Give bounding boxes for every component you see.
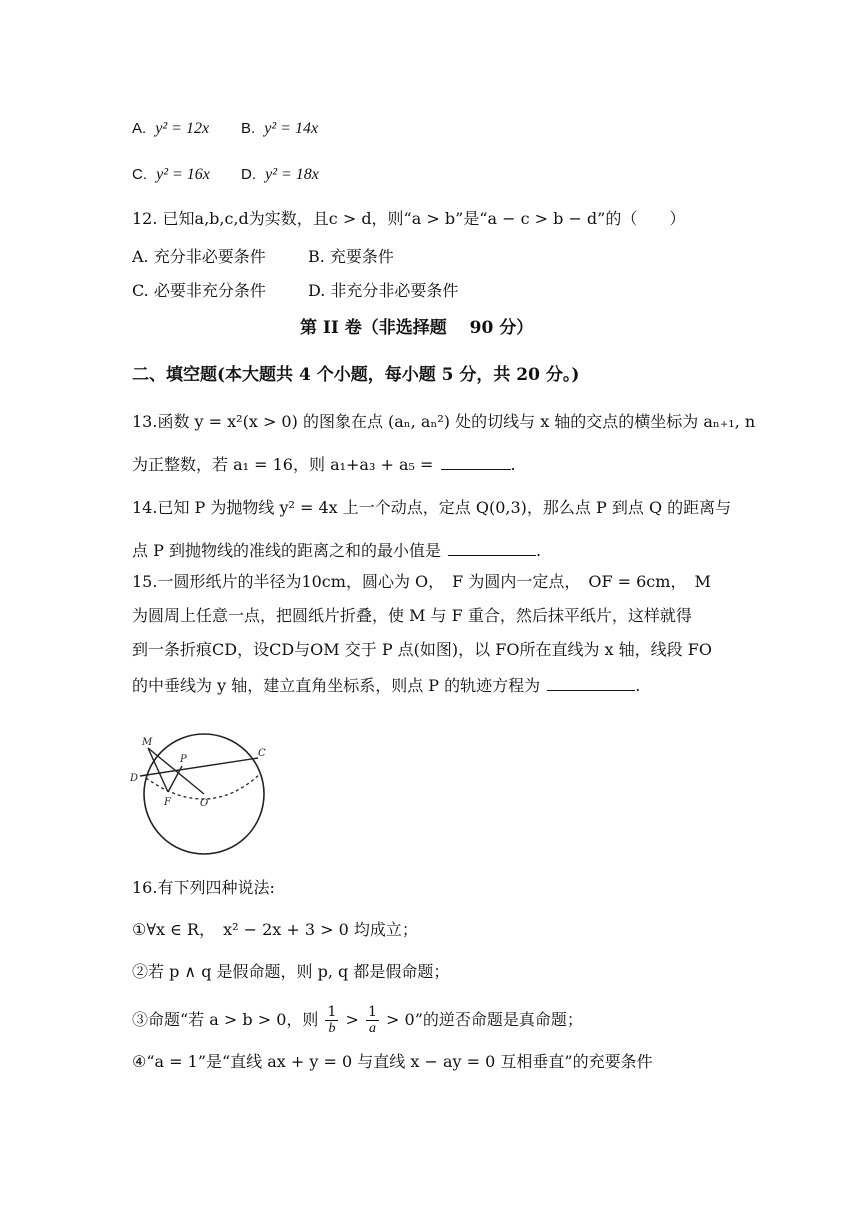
q12-option-d: D. 非充分非必要条件 bbox=[308, 281, 459, 300]
q12-stem: 12. 已知a,b,c,d为实数，且c > d，则“a > b”是“a − c > b − d”的（ ） bbox=[132, 209, 686, 228]
q15-line2: 为圆周上任意一点，把圆纸片折叠，使 M 与 F 重合，然后抹平纸片，这样就得 bbox=[132, 606, 692, 625]
q12-option-b: B. 充要条件 bbox=[308, 247, 394, 266]
fraction-one-over-b bbox=[325, 1005, 338, 1036]
frac-denominator: a bbox=[368, 1021, 376, 1036]
s3-prefix: ③命题“若 a > b > 0，则 bbox=[132, 1010, 319, 1029]
frac-numerator: 1 bbox=[327, 1004, 337, 1020]
label-m: M bbox=[142, 737, 153, 748]
option-text: y² = 16x bbox=[156, 166, 210, 183]
crease-line-cd bbox=[140, 758, 258, 776]
q14-line2-text: 点 P 到抛物线的准线的距离之和的最小值是 bbox=[132, 541, 441, 560]
option-letter: D. bbox=[241, 166, 256, 183]
q11-option-c bbox=[132, 164, 210, 185]
option-letter: C. bbox=[132, 166, 147, 183]
q16-statement-4: ④“a = 1”是“直线 ax + y = 0 与直线 x − ay = 0 互相垂直”的充要条件 bbox=[132, 1052, 653, 1071]
q16-statement-1: ①∀x ∈ R， x² − 2x + 3 > 0 均成立； bbox=[132, 920, 418, 939]
q15-period: . bbox=[635, 676, 641, 695]
label-f: F bbox=[164, 797, 171, 808]
q15-line4 bbox=[132, 674, 640, 696]
label-o: O bbox=[200, 798, 209, 809]
q15-line4-text: 的中垂线为 y 轴，建立直角坐标系，则点 P 的轨迹方程为 bbox=[132, 676, 541, 695]
option-text: y² = 12x bbox=[155, 120, 210, 137]
q14-period: . bbox=[536, 541, 542, 560]
q11-option-a bbox=[132, 118, 209, 139]
frac-denominator: b bbox=[328, 1021, 336, 1036]
s3-gt: > bbox=[345, 1010, 359, 1029]
q13-line2 bbox=[132, 453, 516, 475]
q13-line1: 13.函数 y = x²(x > 0) 的图象在点 (aₙ, aₙ²) 处的切线与 x 轴的交点的横坐标为 aₙ₊₁, n bbox=[132, 412, 756, 431]
q15-answer-blank[interactable] bbox=[547, 674, 635, 691]
q13-line2-text: 为正整数，若 a₁ = 16，则 a₁+a₃ + a₅ = bbox=[132, 455, 434, 474]
q16-stem: 16.有下列四种说法: bbox=[132, 878, 275, 897]
q11-option-d bbox=[241, 164, 319, 185]
q15-line3: 到一条折痕CD，设CD与OM 交于 P 点(如图)，以 FO所在直线为 x 轴，线段 FO bbox=[132, 640, 712, 659]
q14-line1: 14.已知 P 为抛物线 y² = 4x 上一个动点，定点 Q(0,3)，那么点 P 到点 Q 的距离与 bbox=[132, 498, 732, 517]
s3-suffix: > 0”的逆否命题是真命题； bbox=[386, 1010, 583, 1029]
dashed-arc bbox=[146, 774, 260, 799]
label-d: D bbox=[130, 773, 139, 784]
segment-mo bbox=[148, 748, 204, 794]
q11-option-b bbox=[241, 118, 318, 139]
fraction-one-over-a bbox=[366, 1005, 379, 1036]
q14-line2 bbox=[132, 539, 541, 561]
q12-option-a: A. 充分非必要条件 bbox=[132, 247, 266, 266]
q16-statement-3 bbox=[132, 1003, 583, 1037]
section2-heading: 二、填空题(本大题共 4 个小题，每小题 5 分，共 20 分。) bbox=[132, 365, 580, 385]
q12-option-c: C. 必要非充分条件 bbox=[132, 281, 266, 300]
part2-title: 第 II 卷（非选择题 90 分） bbox=[300, 318, 534, 338]
q15-line1: 15.一圆形纸片的半径为10cm，圆心为 O， F 为圆内一定点， OF = 6cm， M bbox=[132, 572, 711, 591]
option-text: y² = 14x bbox=[264, 120, 319, 137]
q16-statement-2: ②若 p ∧ q 是假命题，则 p, q 都是假命题； bbox=[132, 962, 450, 981]
option-text: y² = 18x bbox=[265, 166, 319, 183]
q14-answer-blank[interactable] bbox=[448, 539, 536, 556]
frac-numerator: 1 bbox=[368, 1004, 377, 1020]
q13-answer-blank[interactable] bbox=[441, 453, 511, 470]
q13-period: . bbox=[510, 455, 516, 474]
option-letter: B. bbox=[241, 120, 256, 137]
label-c: C bbox=[258, 748, 266, 759]
label-p: P bbox=[180, 754, 187, 765]
option-letter: A. bbox=[132, 120, 147, 137]
circle-fold-figure bbox=[128, 726, 268, 866]
